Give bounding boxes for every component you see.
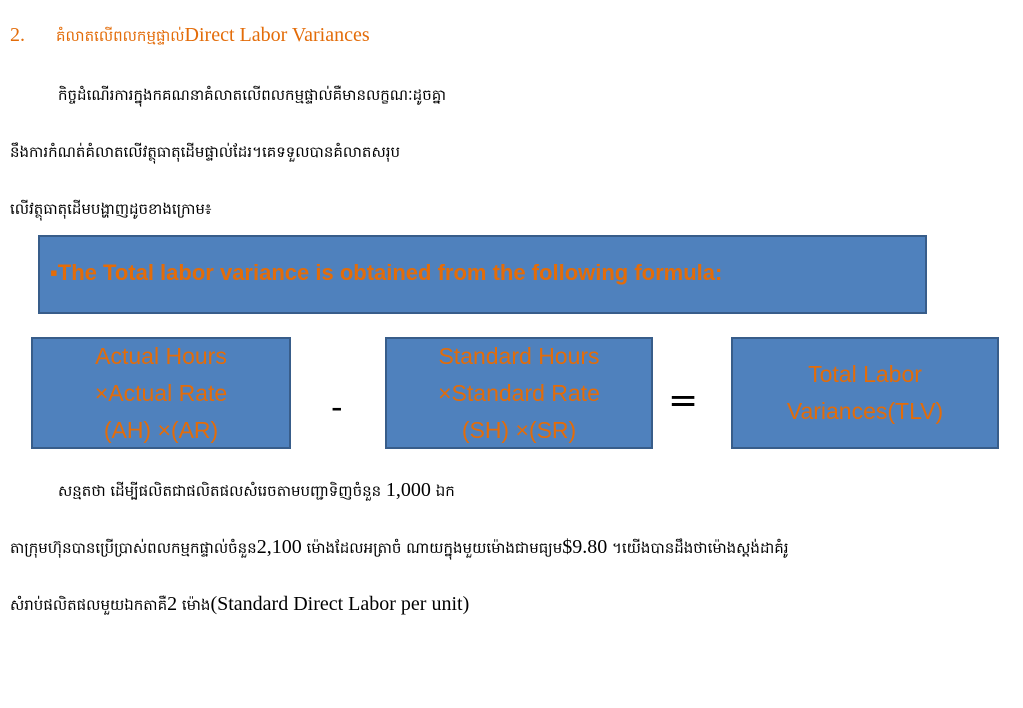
actual-hours-label: Actual Hours — [95, 342, 227, 369]
example-line-2-text: តាក្រុមហ៊ុនបានប្រើប្រាស់ពលកម្មកផ្ទាល់ចំនួន — [10, 539, 257, 557]
actual-cost-box — [31, 337, 291, 449]
standard-rate-label: ×Standard Rate — [438, 379, 600, 406]
standard-cost-box — [385, 337, 653, 449]
example-line-1-text: សន្មតថា ដើម្បីផលិតជាផលិតផលសំរេចតាមបញ្ជាទិញចំនួន — [58, 482, 386, 500]
standard-hours-label: Standard Hours — [438, 342, 600, 369]
order-quantity: 1,000 — [385, 479, 431, 501]
heading-khmer: គំលាតលើពលកម្មផ្ទាល់ — [56, 27, 185, 45]
section-heading — [10, 24, 370, 49]
actual-hours-value: 2,100 — [256, 536, 302, 558]
example-line-1 — [58, 479, 455, 504]
example-line-2-mid: ម៉ោងដែលអត្រាចំ ណាយក្នុងមួយម៉ោងជាមធ្យម — [301, 539, 563, 557]
standard-labor-note: (Standard Direct Labor per unit) — [210, 593, 470, 615]
formula-intro-text: ▪The Total labor variance is obtained from the following formula: — [50, 260, 723, 285]
equals-operator: = — [668, 380, 699, 421]
minus-operator: - — [331, 388, 343, 426]
actual-rate-value: $9.80 — [562, 536, 608, 558]
intro-line-3: លើវត្ថុធាតុដើមបង្ហាញដូចខាងក្រោម៖ — [10, 200, 212, 218]
actual-rate-label: ×Actual Rate — [94, 379, 228, 406]
heading-english: Direct Labor Variances — [184, 24, 370, 46]
variances-tlv-label: Variances(TLV) — [786, 398, 944, 424]
standard-formula-label: (SH) ×(SR) — [461, 416, 577, 443]
standard-hours-value: 2 — [167, 593, 178, 615]
formula-intro-box — [38, 235, 927, 314]
intro-line-2: នឹងការកំណត់គំលាតលើវត្ថុធាតុដើមផ្ទាល់ដែរ។គេទទួលបានគំលាតសរុប — [10, 143, 401, 161]
intro-line-1: កិច្ចដំណើរការក្នុងកគណនាគំលាតលើពលកម្មផ្ទាល់គឺមានលក្ខណៈដូចគ្នា — [58, 86, 447, 104]
section-number: 2. — [10, 24, 25, 46]
total-labor-label: Total Labor — [808, 361, 922, 387]
example-line-3-text: សំរាប់ផលិតផលមួយឯកតាគឺ — [10, 596, 168, 614]
total-variance-box — [731, 337, 999, 449]
example-line-3-mid: ម៉ោង — [177, 596, 211, 614]
example-line-1-tail: ឯក — [430, 482, 455, 500]
example-line-2-tail: ។យើងបានដឹងថាម៉ោងស្តង់ដាគំរូ — [607, 539, 789, 557]
actual-formula-label: (AH) ×(AR) — [103, 416, 219, 443]
example-line-3 — [10, 593, 469, 618]
example-line-2 — [10, 536, 789, 561]
